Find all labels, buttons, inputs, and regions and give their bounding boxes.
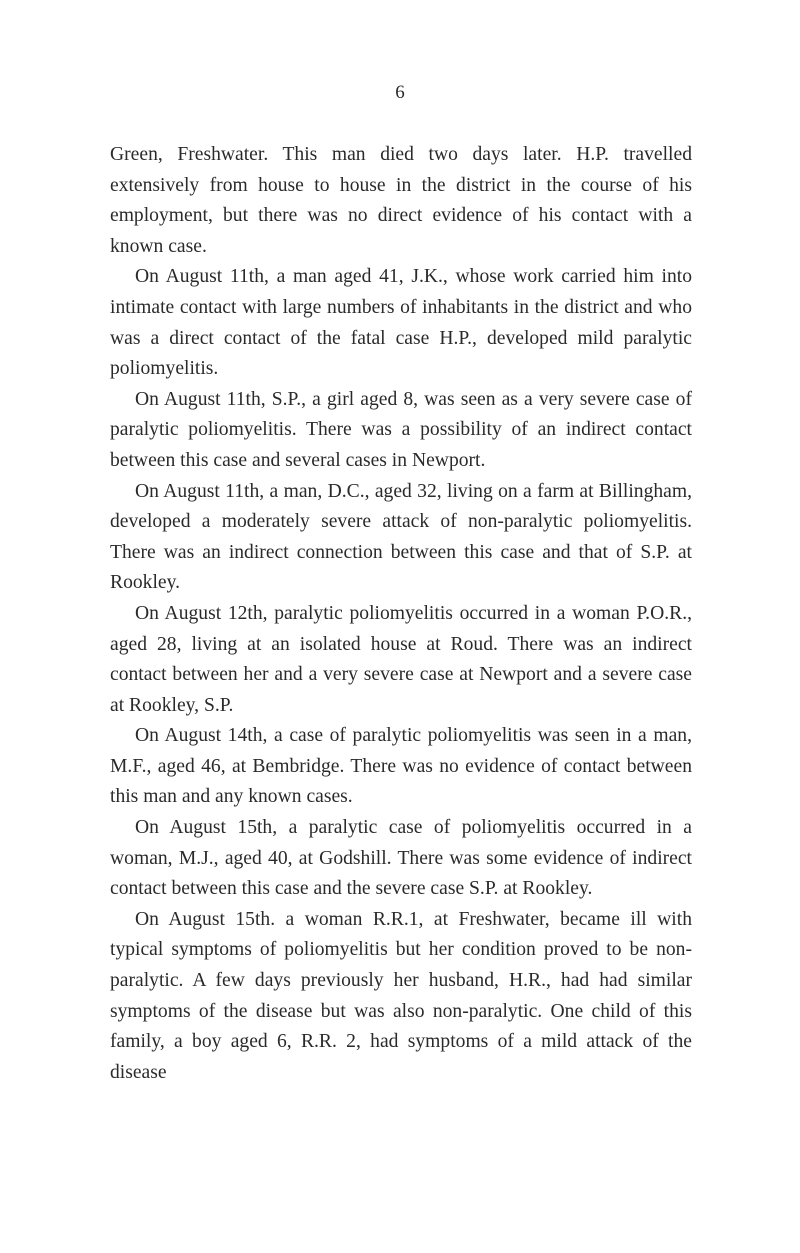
paragraph-august-14-mf: On August 14th, a case of paralytic poliomyelitis was seen in a man, M.F., aged 46, at Bembridge. There was no evidence of contact between this man and any known cases.: [110, 725, 692, 808]
paragraph-august-11-jk: On August 11th, a man aged 41, J.K., whose work carried him into intimate contact with large numbers of inhabitants in the district and who was a direct contact of the fatal case H.P., developed mild paralytic poliomyelitis.: [110, 266, 692, 380]
paragraph-continuation: Green, Freshwater. This man died two days later. H.P. travelled extensively from house to house in the district in the course of his employment, but there was no direct evidence of his contact with a known case.: [110, 144, 692, 257]
paragraph-august-12-por: On August 12th, paralytic poliomyelitis occurred in a woman P.O.R., aged 28, living at an isolated house at Roud. There was an indirect contact between her and a very severe case at Newport and a severe case at Rookley, S.P.: [110, 602, 692, 716]
paragraph-august-11-sp: On August 11th, S.P., a girl aged 8, was seen as a very severe case of paralytic poliomyelitis. There was a possibility of an indirect contact between this case and several cases in Newport.: [110, 388, 692, 471]
body-text: [110, 140, 692, 1088]
paragraph-august-11-dc: On August 11th, a man, D.C., aged 32, living on a farm at Billingham, developed a moderately severe attack of non-paralytic poliomyelitis. There was an indirect connection between this case and that of S.P. at Rookley.: [110, 480, 692, 594]
paragraph-august-15-rr: On August 15th. a woman R.R.1, at Freshwater, became ill with typical symptoms of poliomyelitis but her condition proved to be non-paralytic. A few days previously her husband, H.R., had had similar symptoms of the disease but was also non-paralytic. One child of this family, a boy aged 6, R.R. 2, had symptoms of a mild attack of the disease: [110, 908, 692, 1083]
paragraph-august-15-mj: On August 15th, a paralytic case of poliomyelitis occurred in a woman, M.J., aged 40, at Godshill. There was some evidence of indirect contact between this case and the severe case S.P. at Rookley.: [110, 817, 692, 900]
page-number: 6: [395, 82, 405, 103]
